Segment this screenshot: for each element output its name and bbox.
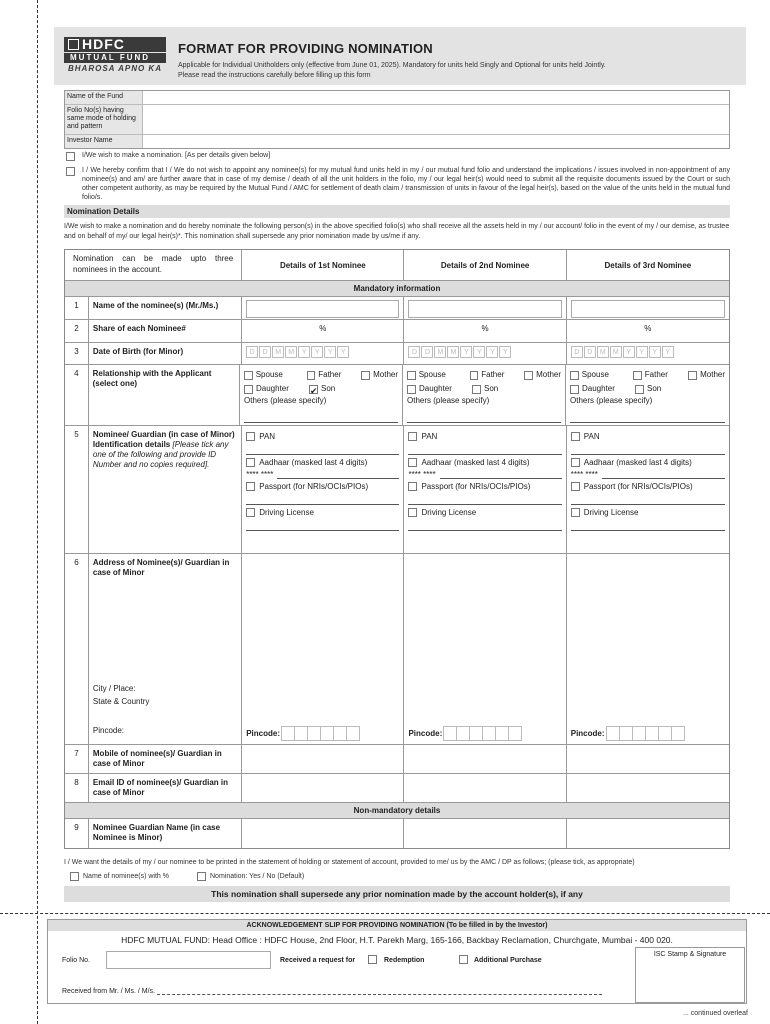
spouse-checkbox[interactable] xyxy=(244,371,253,380)
driving-license-checkbox[interactable] xyxy=(246,508,255,517)
nominee-2-relationship: Spouse Father Mother Daughter Son Others (please specify) xyxy=(403,365,566,425)
statement-note: I / We want the details of my / our nominee to be printed in the statement of holding or statement of account, provided to me/ us by the AMC / DP as follows; (please tick, as appropriate) xyxy=(64,859,635,866)
nominee-1-relationship: Spouse Father Mother Daughter ✔ Son Others (please specify) xyxy=(240,365,403,425)
daughter-checkbox[interactable] xyxy=(244,385,253,394)
received-request-label: Received a request for xyxy=(280,957,356,964)
nominee-1-mobile-input[interactable] xyxy=(242,745,404,773)
fund-name-field[interactable] xyxy=(143,91,729,104)
relationship-label: Relationship with the Applicant (select one) xyxy=(89,365,240,425)
page-title: FORMAT FOR PROVIDING NOMINATION xyxy=(178,41,433,56)
horizontal-cut-line xyxy=(0,913,770,914)
son-checkbox[interactable] xyxy=(472,385,481,394)
pan-checkbox[interactable] xyxy=(571,432,580,441)
nominee-3-dob-input[interactable]: D D M M Y Y Y Y xyxy=(571,346,725,358)
spouse-checkbox[interactable] xyxy=(570,371,579,380)
nominee-1-address[interactable]: Pincode: xyxy=(242,554,404,744)
guardian-name-label: Nominee Guardian Name (in case Nominee is Minor) xyxy=(89,819,242,848)
pan-field[interactable] xyxy=(571,443,725,455)
daughter-checkbox[interactable] xyxy=(570,385,579,394)
opt-out-declaration: I / We hereby confirm that I / We do not wish to appoint any nominee(s) for my mutual fund units held in my / our mutual fund folio and understand the implications / issues involved in non-appointment of any nominee(s) and am/ are further aware that in case of my demise / death of all the unit holders in the folio, my / our legal heir(s) would need to submit all the requisite documents issued by the Court or such other competent authority, as may be required by the Mutual Fund / AMC for settlement of death claim / transmission of units in favour of the legal heir(s), based on the value of the units held in the mutual fund folio/s. xyxy=(64,166,730,202)
nominee-3-mobile-input[interactable] xyxy=(567,745,729,773)
passport-checkbox[interactable] xyxy=(571,482,580,491)
nominee-2-email-input[interactable] xyxy=(404,774,566,802)
nominee-3-email-input[interactable] xyxy=(567,774,729,802)
nominee-1-email-input[interactable] xyxy=(242,774,404,802)
son-checkbox[interactable] xyxy=(309,385,318,394)
fund-name-label: Name of the Fund xyxy=(65,91,143,104)
folio-field[interactable] xyxy=(143,105,729,134)
nominee-2-share-input[interactable]: % xyxy=(404,320,566,342)
nomination-paragraph: I/We wish to make a nomination and do hereby nominate the following person(s) in the above specified folio(s) who shall receive all the assets held in my / our account/ folio in the event of my / our demise, as trustee and on behalf of my/ our legal heir(s)*. This nomination shall supersede any prior nomination made by us/me if any. xyxy=(64,223,730,240)
non-mandatory-band: Non-mandatory details xyxy=(65,803,729,819)
pincode-input[interactable] xyxy=(607,726,685,741)
others-specify-field[interactable] xyxy=(570,411,725,423)
passport-checkbox[interactable] xyxy=(408,482,417,491)
supersede-banner: This nomination shall supersede any prior nomination made by the account holder(s), if any xyxy=(64,886,730,902)
spouse-checkbox[interactable] xyxy=(407,371,416,380)
driving-license-field[interactable] xyxy=(246,519,399,531)
nominee-2-address[interactable]: Pincode: xyxy=(404,554,566,744)
mother-checkbox[interactable] xyxy=(688,371,697,380)
continued-note: ... continued overleaf xyxy=(683,1010,748,1017)
nominee-3-relationship: Spouse Father Mother Daughter Son Others (please specify) xyxy=(566,365,729,425)
nominee-2-dob-input[interactable]: D D M M Y Y Y Y xyxy=(408,346,561,358)
nominee-3-id: PAN Aadhaar (masked last 4 digits) **** **** Passport (for NRIs/OCIs/PIOs) Driving License xyxy=(567,426,729,553)
logo-square-icon xyxy=(68,39,79,50)
nominee-2-id: PAN Aadhaar (masked last 4 digits) **** **** Passport (for NRIs/OCIs/PIOs) Driving License xyxy=(404,426,566,553)
pan-checkbox[interactable] xyxy=(408,432,417,441)
mother-checkbox[interactable] xyxy=(524,371,533,380)
received-from: Received from Mr. / Ms. / M/s. xyxy=(62,988,602,995)
driving-license-field[interactable] xyxy=(571,519,725,531)
address-label: Address of Nominee(s)/ Guardian in case of Minor City / Place: State & Country Pincode: xyxy=(89,554,242,744)
upto-note: Nomination can be made upto three nominees in the account. xyxy=(65,250,242,280)
header-nominee-3: Details of 3rd Nominee xyxy=(604,260,692,270)
aadhaar-field[interactable] xyxy=(602,470,725,479)
nominee-with-percent-checkbox[interactable] xyxy=(70,872,79,881)
pincode-input[interactable] xyxy=(444,726,522,741)
son-checkbox[interactable] xyxy=(635,385,644,394)
nominee-name-label: Name of the nominee(s) (Mr./Ms.) xyxy=(89,297,242,319)
folio-label: Folio No(s) having same mode of holding and pattern xyxy=(65,105,143,134)
others-specify-field[interactable] xyxy=(244,411,398,423)
nomination-section-title: Nomination Details xyxy=(64,205,730,218)
passport-field[interactable] xyxy=(571,493,725,505)
dob-label: Date of Birth (for Minor) xyxy=(89,343,242,364)
mobile-label: Mobile of nominee(s)/ Guardian in case of Minor xyxy=(89,745,242,773)
passport-checkbox[interactable] xyxy=(246,482,255,491)
redemption-checkbox[interactable] xyxy=(368,955,377,964)
nominee-2-name-input[interactable] xyxy=(408,300,561,318)
email-label: Email ID of nominee(s)/ Guardian in case of Minor xyxy=(89,774,242,802)
pincode-input[interactable] xyxy=(282,726,360,741)
nomination-yes-no-checkbox[interactable] xyxy=(197,872,206,881)
investor-name-label: Investor Name xyxy=(65,135,143,148)
investor-info-table xyxy=(64,90,730,149)
father-checkbox[interactable] xyxy=(470,371,479,380)
page-subtitle: Applicable for Individual Unitholders only (effective from June 01, 2025). Mandatory for units held Singly and Optional for units held Jointly. Please read the instructions carefully before filling up this form xyxy=(178,62,606,79)
share-label: Share of each Nominee# xyxy=(89,320,242,342)
others-specify-field[interactable] xyxy=(407,411,561,423)
folio-no-label: Folio No. xyxy=(62,957,91,964)
header-nominee-1: Details of 1st Nominee xyxy=(242,250,404,280)
nominee-1-guardian-input[interactable] xyxy=(242,819,404,848)
aadhaar-checkbox[interactable] xyxy=(246,458,255,467)
opt-out-checkbox[interactable] xyxy=(66,167,75,176)
wish-declaration: I/We wish to make a nomination. [As per details given below] xyxy=(64,151,730,160)
investor-name-field[interactable] xyxy=(143,135,729,148)
aadhaar-checkbox[interactable] xyxy=(571,458,580,467)
additional-purchase-checkbox[interactable] xyxy=(459,955,468,964)
isc-stamp-box[interactable]: ISC Stamp & Signature xyxy=(635,947,745,1003)
hdfc-logo: HDFC MUTUAL FUND BHAROSA APNO KA xyxy=(64,37,166,73)
wish-checkbox[interactable] xyxy=(66,152,75,161)
mandatory-band: Mandatory information xyxy=(65,281,729,297)
aadhaar-field[interactable] xyxy=(440,470,562,479)
pan-field[interactable] xyxy=(408,443,561,455)
pan-checkbox[interactable] xyxy=(246,432,255,441)
ack-folio-input[interactable] xyxy=(106,951,271,969)
mother-checkbox[interactable] xyxy=(361,371,370,380)
nominee-1-name-input[interactable] xyxy=(246,300,399,318)
aadhaar-checkbox[interactable] xyxy=(408,458,417,467)
pan-field[interactable] xyxy=(246,443,399,455)
nominee-3-share-input[interactable]: % xyxy=(644,324,652,333)
nominee-3-address[interactable]: Pincode: xyxy=(567,554,729,744)
nominee-3-name-input[interactable] xyxy=(571,300,725,318)
nominee-2-mobile-input[interactable] xyxy=(404,745,566,773)
ack-title: ACKNOWLEDGEMENT SLIP FOR PROVIDING NOMINATION (To be filled in by the Investor) xyxy=(48,920,746,931)
nominee-table: Nomination can be made upto three nominees in the account. Details of 1st Nominee Details of 2nd Nominee Details of 3rd Nominee Mandatory information 1 Name of the nominee(s) (Mr./Ms.) 2 Share of each Nominee# % % % 3 Date of Birth (for Minor) D D M M Y Y Y Y D D M M Y Y Y Y D D M M Y Y Y Y 4 Relationship with the Applicant (select one) Spouse Father Mother Daughter ✔ Son Others (please specify) Spouse Father Mother Daughter Son Others (please specify) Spouse Father Mother Daughter Son Others (please specify) 5 Nominee/ Guardian (in case of Minor) Identification details [Please tick any one of the following and provide ID Number and no copies required]. PAN Aadhaar (masked last 4 digits) **** **** Passport (for NRIs/OCIs/PIOs) Driving License PAN Aadhaar (masked last 4 digits) **** **** Passport (for NRIs/OCIs/PIOs) Driving License PAN Aadhaar (masked last 4 digits) **** **** Passport (for NRIs/OCIs/PIOs) Driving License 6 Address of Nominee(s)/ Guardian in case of Minor City / Place: State & Country Pincode: Pincode: Pincode: Pincode: 7 Mobile of nominee(s)/ Guardian in case of Minor 8 Email ID of nominee(s)/ Guardian in case of Minor Non-mandatory details 9 Nominee Guardian Name (in case Nominee is Minor) xyxy=(64,249,730,849)
nominee-1-dob-input[interactable]: D D M M Y Y Y Y xyxy=(246,346,399,358)
identification-label: Nominee/ Guardian (in case of Minor) Identification details [Please tick any one of the following and provide ID Number and no copies required]. xyxy=(89,426,242,553)
aadhaar-field[interactable] xyxy=(277,470,399,479)
father-checkbox[interactable] xyxy=(633,371,642,380)
received-from-field[interactable] xyxy=(157,988,602,995)
acknowledgement-slip: ACKNOWLEDGEMENT SLIP FOR PROVIDING NOMINATION (To be filled in by the Investor) HDFC MUTUAL FUND: Head Office : HDFC House, 2nd Floor, H.T. Parekh Marg, 165-166, Backbay Reclamation, Churchgate, Mumbai - 400 020. Folio No. Received a request for Redemption Additional Purchase ISC Stamp & Signature Received from Mr. / Ms. / M/s. xyxy=(47,919,747,1004)
driving-license-field[interactable] xyxy=(408,519,561,531)
ack-address: HDFC MUTUAL FUND: Head Office : HDFC House, 2nd Floor, H.T. Parekh Marg, 165-166, Backbay Reclamation, Churchgate, Mumbai - 400 020. xyxy=(121,935,673,945)
vertical-cut-line xyxy=(37,0,38,1024)
statement-options: Name of nominee(s) with % Nomination: Yes / No (Default) xyxy=(64,872,730,881)
nominee-3-guardian-input[interactable] xyxy=(567,819,729,848)
nominee-2-guardian-input[interactable] xyxy=(404,819,566,848)
daughter-checkbox[interactable] xyxy=(407,385,416,394)
driving-license-checkbox[interactable] xyxy=(571,508,580,517)
nominee-1-share-input[interactable]: % xyxy=(242,320,404,342)
form-header xyxy=(54,27,746,85)
header-nominee-2: Details of 2nd Nominee xyxy=(404,250,566,280)
father-checkbox[interactable] xyxy=(307,371,316,380)
driving-license-checkbox[interactable] xyxy=(408,508,417,517)
nominee-1-id: PAN Aadhaar (masked last 4 digits) **** **** Passport (for NRIs/OCIs/PIOs) Driving License xyxy=(242,426,404,553)
passport-field[interactable] xyxy=(246,493,399,505)
passport-field[interactable] xyxy=(408,493,561,505)
